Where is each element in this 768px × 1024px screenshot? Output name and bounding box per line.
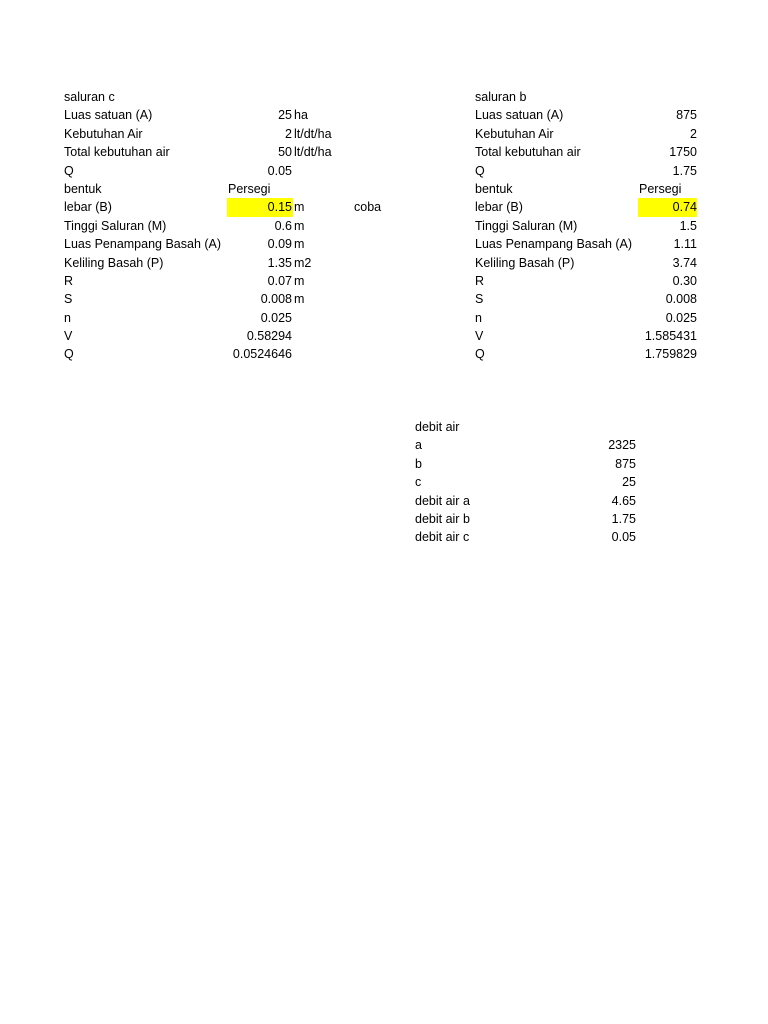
saluran-b-row-n	[475, 309, 705, 327]
debit-air-row-c	[415, 473, 645, 491]
cell-label[interactable]: lebar (B)	[475, 200, 523, 215]
cell-value[interactable]: 50	[278, 145, 292, 160]
saluran-c-row-bentuk	[64, 180, 404, 198]
cell-value[interactable]: 0.30	[672, 273, 697, 288]
cell-label[interactable]: c	[415, 475, 422, 490]
debit-air-row-a	[415, 436, 645, 454]
saluran-b-row-keliling	[475, 254, 705, 272]
cell-value[interactable]: 4.65	[611, 493, 636, 508]
debit-air-row-b	[415, 455, 645, 473]
cell-value[interactable]: 0.025	[260, 310, 292, 325]
cell-label[interactable]: n	[64, 310, 71, 325]
debit-air-title[interactable]: debit air	[415, 420, 460, 434]
saluran-c-row-kebutuhan-air	[64, 125, 404, 143]
cell-label[interactable]: debit air a	[415, 493, 470, 508]
saluran-b-row-bentuk	[475, 180, 705, 198]
cell-label[interactable]: R	[475, 273, 485, 288]
cell-label[interactable]: Keliling Basah (P)	[475, 255, 575, 270]
saluran-b-block	[475, 88, 705, 364]
cell-label[interactable]: Luas Penampang Basah (A)	[475, 237, 633, 252]
cell-value[interactable]: 1.759829	[644, 347, 697, 362]
cell-value[interactable]: 0.025	[665, 310, 697, 325]
saluran-b-row-luas-satuan	[475, 106, 705, 124]
cell-label[interactable]: Kebutuhan Air	[64, 126, 143, 141]
cell-label[interactable]: Luas satuan (A)	[64, 108, 153, 123]
saluran-b-row-q-result	[475, 345, 705, 363]
cell-label[interactable]: Tinggi Saluran (M)	[64, 218, 167, 233]
saluran-b-row-s	[475, 290, 705, 308]
cell-value[interactable]: 0.58294	[246, 329, 292, 344]
saluran-b-row-lebar	[475, 198, 705, 216]
cell-value[interactable]: 0.008	[260, 292, 292, 307]
saluran-c-row-luas-satuan	[64, 106, 404, 124]
cell-label[interactable]: debit air b	[415, 511, 470, 526]
saluran-b-row-tinggi	[475, 217, 705, 235]
cell-unit[interactable]: m	[294, 292, 305, 307]
cell-label[interactable]: V	[475, 329, 484, 344]
cell-label[interactable]: Keliling Basah (P)	[64, 255, 164, 270]
cell-label[interactable]: Q	[475, 347, 485, 362]
saluran-c-title-row	[64, 88, 404, 106]
debit-air-block	[415, 418, 645, 547]
cell-label[interactable]: Q	[64, 163, 74, 178]
cell-value[interactable]: 2325	[608, 438, 636, 453]
cell-value[interactable]: 25	[278, 108, 292, 123]
saluran-c-row-luas-penampang	[64, 235, 404, 253]
cell-label[interactable]: Q	[475, 163, 485, 178]
cell-value[interactable]: 0.05	[611, 530, 636, 545]
cell-unit[interactable]: lt/dt/ha	[294, 126, 332, 141]
cell-label[interactable]: bentuk	[475, 181, 513, 196]
saluran-c-row-total-kebutuhan	[64, 143, 404, 161]
cell-value[interactable]: 1.11	[673, 237, 697, 252]
cell-label[interactable]: Total kebutuhan air	[64, 145, 170, 160]
cell-value[interactable]: 1.585431	[644, 329, 697, 344]
cell-label[interactable]: b	[415, 456, 422, 471]
cell-value[interactable]: 0.008	[665, 292, 697, 307]
cell-label[interactable]: Q	[64, 347, 74, 362]
cell-value[interactable]: 1750	[669, 145, 697, 160]
cell-value[interactable]: 875	[676, 108, 697, 123]
saluran-c-row-q-result	[64, 345, 404, 363]
saluran-b-row-v	[475, 327, 705, 345]
debit-air-row-debit-c	[415, 528, 645, 546]
saluran-b-row-total-kebutuhan	[475, 143, 705, 161]
cell-value[interactable]: 1.75	[611, 511, 636, 526]
saluran-c-row-lebar	[64, 198, 404, 216]
cell-unit[interactable]: m	[294, 273, 305, 288]
cell-note[interactable]: coba	[354, 200, 382, 215]
cell-label[interactable]: Kebutuhan Air	[475, 126, 554, 141]
cell-value[interactable]: 0.05	[267, 163, 292, 178]
cell-value[interactable]: 0.6	[274, 218, 292, 233]
saluran-c-row-n	[64, 309, 404, 327]
cell-value[interactable]: 3.74	[672, 255, 697, 270]
cell-unit[interactable]: m	[294, 200, 305, 215]
debit-air-row-debit-b	[415, 510, 645, 528]
saluran-b-title-row	[475, 88, 705, 106]
cell-label[interactable]: bentuk	[64, 181, 102, 196]
cell-value[interactable]: 2	[285, 126, 292, 141]
saluran-c-row-q	[64, 162, 404, 180]
cell-label[interactable]: a	[415, 438, 422, 453]
saluran-b-row-luas-penampang	[475, 235, 705, 253]
cell-value-highlighted[interactable]: 0.15	[267, 200, 292, 215]
cell-label[interactable]: V	[64, 329, 73, 344]
cell-value[interactable]: 1.75	[672, 163, 697, 178]
cell-label[interactable]: S	[64, 292, 73, 307]
saluran-b-title[interactable]: saluran b	[475, 90, 527, 104]
cell-unit[interactable]: m	[294, 218, 305, 233]
cell-unit[interactable]: m2	[294, 255, 312, 270]
cell-value[interactable]: 0.09	[267, 237, 292, 252]
cell-value[interactable]: 0.07	[267, 273, 292, 288]
cell-value[interactable]: 1.5	[679, 218, 697, 233]
cell-unit[interactable]: m	[294, 237, 305, 252]
cell-value[interactable]: Persegi	[639, 181, 682, 196]
cell-label[interactable]: debit air c	[415, 530, 470, 545]
saluran-c-title[interactable]: saluran c	[64, 90, 115, 104]
cell-label[interactable]: Luas satuan (A)	[475, 108, 564, 123]
debit-air-row-debit-a	[415, 492, 645, 510]
saluran-c-row-tinggi	[64, 217, 404, 235]
saluran-c-row-s	[64, 290, 404, 308]
cell-value[interactable]: 1.35	[267, 255, 292, 270]
cell-label[interactable]: lebar (B)	[64, 200, 112, 215]
cell-value[interactable]: 2	[690, 126, 697, 141]
cell-value[interactable]: 25	[622, 475, 636, 490]
cell-label[interactable]: Total kebutuhan air	[475, 145, 581, 160]
saluran-c-row-r	[64, 272, 404, 290]
cell-label[interactable]: R	[64, 273, 74, 288]
cell-value[interactable]: 0.0524646	[232, 347, 292, 362]
saluran-c-row-v	[64, 327, 404, 345]
cell-value[interactable]: Persegi	[228, 181, 271, 196]
cell-unit[interactable]: ha	[294, 108, 308, 123]
cell-label[interactable]: Luas Penampang Basah (A)	[64, 237, 222, 252]
cell-value-highlighted[interactable]: 0.74	[672, 200, 697, 215]
cell-unit[interactable]: lt/dt/ha	[294, 145, 332, 160]
saluran-b-row-q	[475, 162, 705, 180]
saluran-c-block	[64, 88, 404, 364]
cell-label[interactable]: n	[475, 310, 482, 325]
cell-label[interactable]: Tinggi Saluran (M)	[475, 218, 578, 233]
cell-label[interactable]: S	[475, 292, 484, 307]
cell-value[interactable]: 875	[615, 456, 636, 471]
saluran-b-row-r	[475, 272, 705, 290]
saluran-b-row-kebutuhan-air	[475, 125, 705, 143]
debit-air-title-row	[415, 418, 645, 436]
saluran-c-row-keliling	[64, 254, 404, 272]
